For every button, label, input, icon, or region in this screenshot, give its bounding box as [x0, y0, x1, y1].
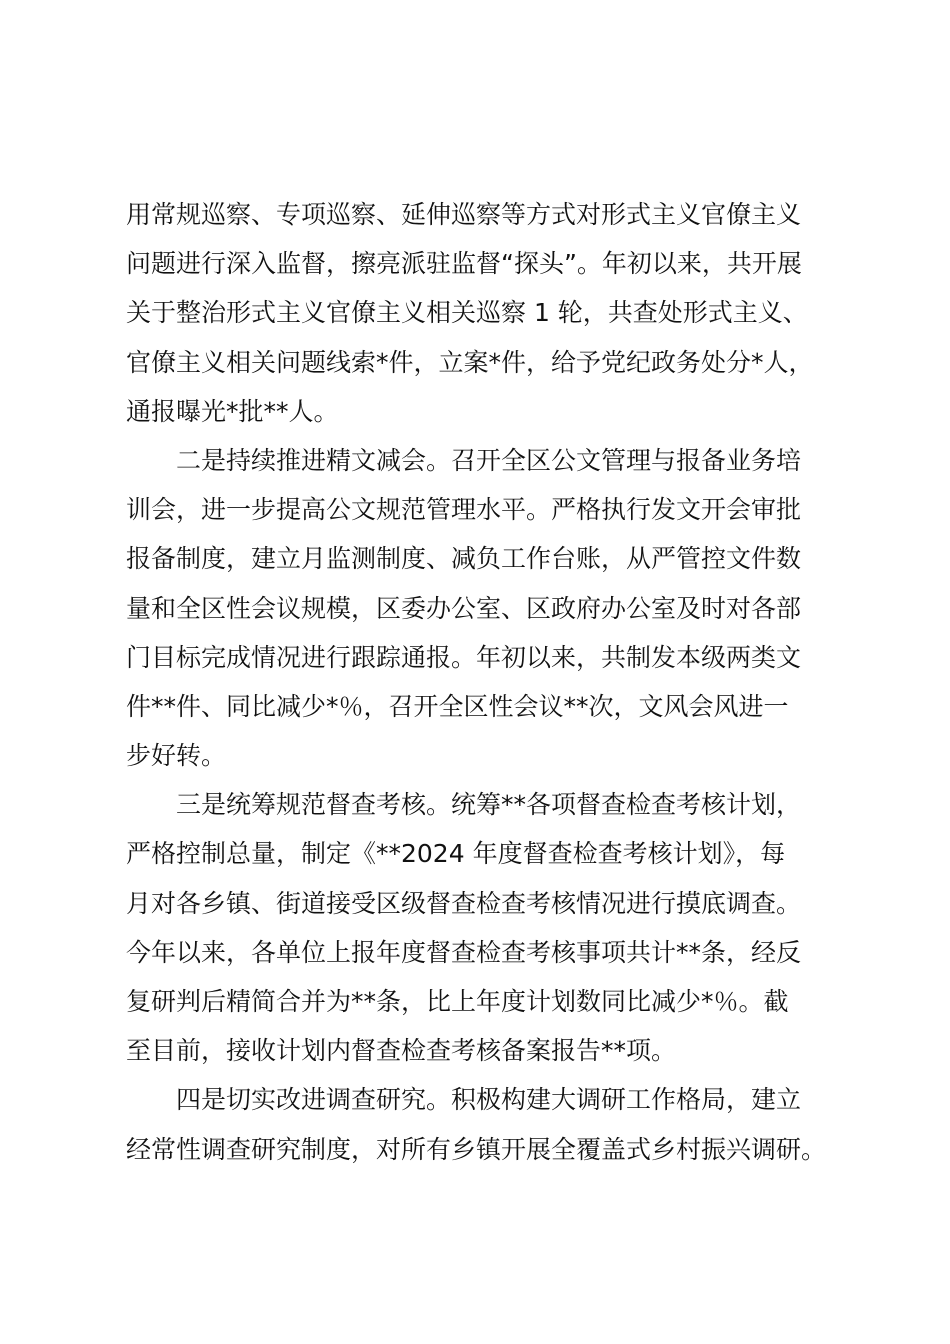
text-line: 用常规巡察、专项巡察、延伸巡察等方式对形式主义官僚主义 — [126, 200, 802, 229]
text-line: 量和全区性会议规模，区委办公室、区政府办公室及时对各部 — [126, 593, 802, 623]
paragraph-research-improvement — [126, 1075, 846, 1173]
text-line: 关于整治形式主义官僚主义相关巡察 1 轮，共查处形式主义、 — [126, 298, 808, 328]
text-line: 二是持续推进精文减会。召开全区公文管理与报备业务培 — [176, 445, 802, 475]
text-line: 门目标完成情况进行跟踪通报。年初以来，共制发本级两类文 — [126, 642, 802, 672]
text-line: 复研判后精简合并为**条，比上年度计划数同比减少*％。截 — [126, 987, 789, 1016]
text-line: 今年以来，各单位上报年度督查检查考核事项共计**条，经反 — [126, 937, 802, 967]
text-line: 件**件、同比减少*％，召开全区性会议**次，文风会风进一 — [126, 691, 789, 721]
text-line: 经常性调查研究制度，对所有乡镇开展全覆盖式乡村振兴调研。 — [126, 1134, 827, 1164]
text-line: 报备制度，建立月监测制度、减负工作台账，从严管控文件数 — [126, 544, 802, 574]
text-line: 四是切实改进调查研究。积极构建大调研工作格局，建立 — [176, 1085, 802, 1115]
text-line: 步好转。 — [126, 741, 227, 771]
text-line: 三是统筹规范督查考核。统筹**各项督查检查考核计划， — [176, 790, 802, 820]
text-line: 严格控制总量，制定《**2024 年度督查检查考核计划》，每 — [126, 839, 786, 869]
document-body — [126, 190, 846, 1174]
text-line: 训会，进一步提高公文规范管理水平。严格执行发文开会审批 — [126, 495, 802, 525]
paragraph-inspection — [126, 190, 846, 436]
text-line: 问题进行深入监督，擦亮派驻监督“探头”。年初以来，共开展 — [126, 249, 802, 279]
paragraph-streamline-documents-meetings — [126, 436, 846, 780]
text-line: 通报曝光*批**人。 — [126, 396, 339, 426]
text-line: 官僚主义相关问题线索*件，立案*件，给予党纪政务处分*人， — [126, 347, 814, 377]
text-line: 月对各乡镇、街道接受区级督查检查考核情况进行摸底调查。 — [126, 888, 802, 918]
text-line: 至目前，接收计划内督查检查考核备案报告**项。 — [126, 1036, 677, 1066]
paragraph-supervision-assessment — [126, 780, 846, 1075]
